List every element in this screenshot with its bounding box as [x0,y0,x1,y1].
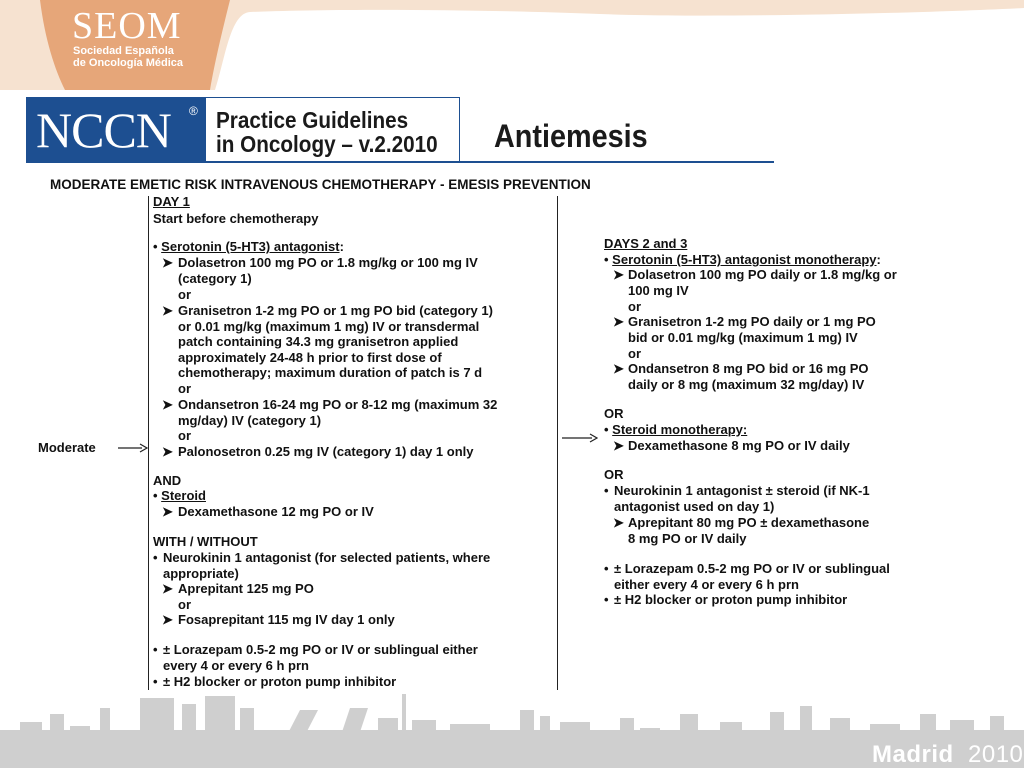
days23-dexamethasone: Dexamethasone 8 mg PO or IV daily [628,438,850,453]
arrow-right-icon [118,442,148,454]
or-text: or [628,299,641,314]
day1-steroid-item [153,488,206,504]
divider-days23 [557,196,558,690]
or-text: or [178,381,191,396]
days23-ondansetron: Ondansetron 8 mg PO bid or 16 mg PO daily or 8 mg (maximum 32 mg/day) IV [628,361,869,392]
days23-aprepitant: Aprepitant 80 mg PO ± dexamethasone 8 mg PO or IV daily [628,515,870,546]
skyline-footer [0,690,1024,768]
or-text: or [178,597,191,612]
bullet-dot-icon: • [604,422,613,437]
bullet-dot-icon: • [153,550,158,565]
arrow-right-icon [562,432,598,444]
footer-year: 2010 [968,741,1024,768]
chevron-bullet-icon: ➤ [613,438,624,453]
chevron-bullet-icon: ➤ [613,515,624,530]
day1-lorazepam: ± Lorazepam 0.5-2 mg PO or IV or sublingual either every 4 or every 6 h prn [163,642,478,673]
seom-subtitle-line2: de Oncología Médica [73,57,184,69]
steroid-label: Steroid [161,488,206,503]
registered-mark: ® [189,104,198,118]
bullet-dot-icon: • [604,483,609,498]
or-text: OR [604,406,624,421]
days23-serotonin-item [604,252,881,268]
page-title: Antiemesis [494,118,648,154]
footer-city: Madrid [872,741,954,768]
day1-h2-blocker: ± H2 blocker or proton pump inhibitor [163,674,397,689]
days23-h2-blocker: ± H2 blocker or proton pump inhibitor [614,592,848,607]
chevron-bullet-icon: ➤ [162,397,173,412]
chevron-bullet-icon: ➤ [162,612,173,627]
days23-lorazepam: ± Lorazepam 0.5-2 mg PO or IV or sublingual either every 4 or every 6 h prn [614,561,890,592]
serotonin-label: Serotonin (5-HT3) antagonist [161,239,340,254]
bullet-dot-icon: • [153,642,158,657]
with-without-text: WITH / WITHOUT [153,534,258,549]
header-divider [26,161,774,163]
or-text: or [178,287,191,302]
day1-granisetron: Granisetron 1-2 mg PO or 1 mg PO bid (category 1) or 0.01 mg/kg (maximum 1 mg) IV or transdermal patch containing 34.3 mg granisetron applied approximately 24-48 h prior to first dose of chemotherapy; maximum duration of patch is 7 d [178,303,493,381]
days23-granisetron: Granisetron 1-2 mg PO daily or 1 mg PO bid or 0.01 mg/kg (maximum 1 mg) IV [628,314,876,345]
serotonin-monotherapy-label: Serotonin (5-HT3) antagonist monotherapy [612,252,877,267]
day1-aprepitant: Aprepitant 125 mg PO [178,581,314,596]
bullet-dot-icon: • [153,488,162,503]
bullet-dot-icon: • [153,239,162,254]
chevron-bullet-icon: ➤ [613,361,624,376]
divider-day1 [148,196,149,690]
day1-start: Start before chemotherapy [153,211,319,226]
bullet-dot-icon: • [153,674,158,689]
or-text: or [178,428,191,443]
nccn-logo: NCCN [26,97,206,163]
day1-ondansetron: Ondansetron 16-24 mg PO or 8-12 mg (maximum 32 mg/day) IV (category 1) [178,397,498,428]
section-heading: MODERATE EMETIC RISK INTRAVENOUS CHEMOTHERAPY - EMESIS PREVENTION [50,177,591,192]
seom-subtitle-line1: Sociedad Española [73,45,174,57]
day1-dolasetron: Dolasetron 100 mg PO or 1.8 mg/kg or 100 mg IV (category 1) [178,255,478,286]
seom-subtitle [73,45,183,69]
and-text: AND [153,473,182,488]
days23-nk1: Neurokinin 1 antagonist ± steroid (if NK-1 antagonist used on day 1) [614,483,870,514]
chevron-bullet-icon: ➤ [162,444,173,459]
or-text: OR [604,467,624,482]
days23-dolasetron: Dolasetron 100 mg PO daily or 1.8 mg/kg or 100 mg IV [628,267,897,298]
chevron-bullet-icon: ➤ [162,255,173,270]
colon: : [339,239,344,254]
chevron-bullet-icon: ➤ [162,303,173,318]
seom-logo-text: SEOM [72,5,182,47]
risk-label: Moderate [38,440,96,455]
guideline-title-line1: Practice Guidelines [216,107,409,133]
days23-heading: DAYS 2 and 3 [604,236,688,251]
guideline-title-line2: in Oncology – v.2.2010 [216,131,438,157]
day1-heading: DAY 1 [153,194,190,209]
chevron-bullet-icon: ➤ [613,314,624,329]
steroid-monotherapy-label: Steroid monotherapy: [612,422,748,437]
chevron-bullet-icon: ➤ [162,581,173,596]
colon: : [876,252,881,267]
or-text: or [628,346,641,361]
day1-serotonin-item [153,239,344,255]
chevron-bullet-icon: ➤ [162,504,173,519]
bullet-dot-icon: • [604,252,613,267]
day1-dexamethasone: Dexamethasone 12 mg PO or IV [178,504,374,519]
day1-palonosetron: Palonosetron 0.25 mg IV (category 1) day 1 only [178,444,474,459]
bullet-dot-icon: • [604,592,609,607]
days23-steroid-item [604,422,747,438]
day1-fosaprepitant: Fosaprepitant 115 mg IV day 1 only [178,612,395,627]
bullet-dot-icon: • [604,561,609,576]
chevron-bullet-icon: ➤ [613,267,624,282]
day1-nk1: Neurokinin 1 antagonist (for selected patients, where appropriate) [163,550,491,581]
